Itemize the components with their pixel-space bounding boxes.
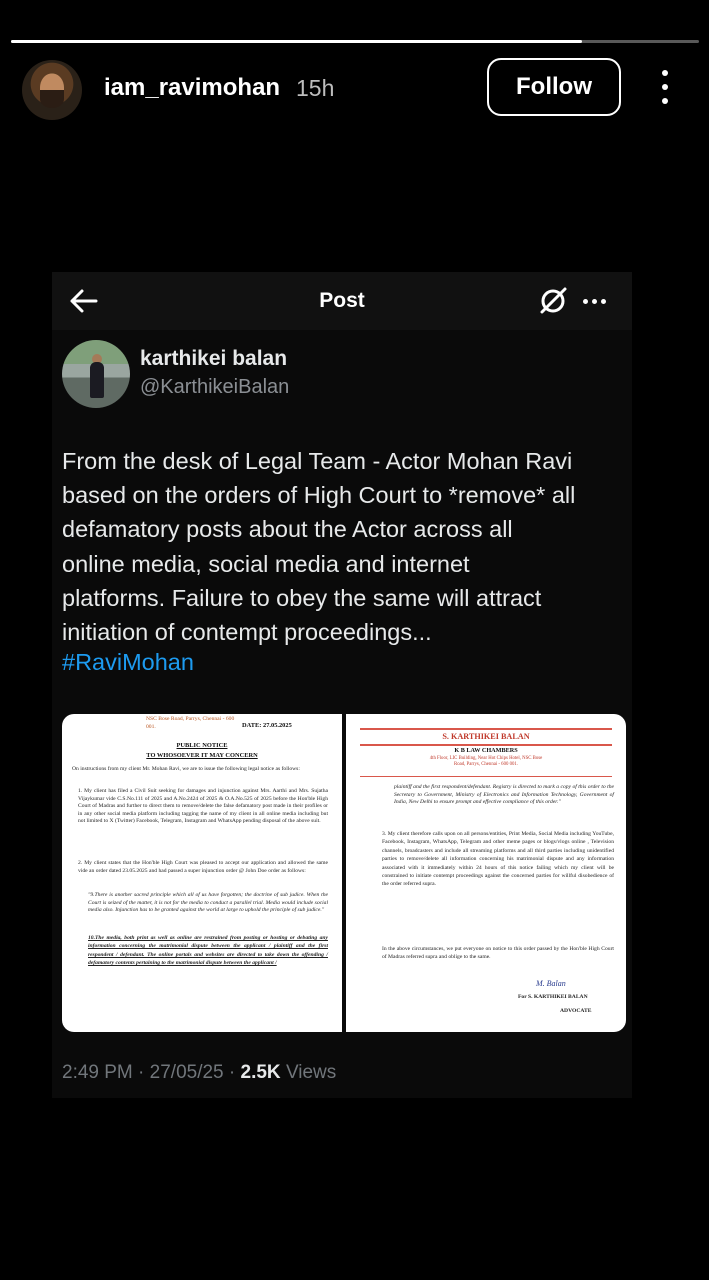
doc1-intro: On instructions from my client Mr. Mohan Ravi, we are to issue the following legal notice as follows:	[72, 766, 300, 772]
dot	[601, 299, 606, 304]
doc2-rule	[360, 776, 612, 777]
doc2-address: 4th Floor, LIC Building, Near Hot Chips Hotel, NSC Bose Road, Parrys, Chennai - 600 001.	[429, 756, 543, 767]
post-text-line: online media, social media and internet	[62, 550, 470, 577]
doc2-continuation: plaintiff and the first respondent/defendant. Registry is directed to mark a copy of this order to the Secretary to Government, Ministry of Electronics and Information Technology, Government of India, New Delhi to ensure prompt and effective compliance of this order."	[394, 784, 614, 806]
post-text-line: From the desk of Legal Team - Actor Mohan Ravi	[62, 448, 573, 474]
doc1-date: DATE: 27.05.2025	[242, 722, 292, 729]
follow-button[interactable]: Follow	[487, 58, 621, 116]
post-views-count: 2.5K	[240, 1062, 281, 1083]
story-time: 15h	[296, 75, 335, 101]
doc1-para2: 2. My client states that the Hon'ble High Court was pleased to accept our application and allowed the same vide an order dated 23.05.2025 and had passed a super injunction order @ John Doe order as follows:	[78, 860, 328, 874]
post-more-icon	[583, 299, 606, 304]
author-avatar	[62, 340, 130, 408]
post-title: Post	[319, 289, 365, 312]
post-text-line: based on the orders of High Court to *remove* all	[62, 482, 576, 509]
doc1-heading-public-notice: PUBLIC NOTICE	[176, 742, 228, 749]
doc2-rule	[360, 728, 612, 730]
post-text	[62, 444, 632, 649]
doc2-chambers: K B LAW CHAMBERS	[454, 747, 518, 754]
post-text-line: platforms. Failure to obey the same will attract	[62, 584, 542, 611]
doc2-firm: S. KARTHIKEI BALAN	[442, 732, 530, 741]
doc1-address: NSC Bose Road, Parrys, Chennai - 600 001.	[146, 716, 235, 730]
post-meta: 2:49 PM · 27/05/25 · 2.5K Views	[62, 1062, 337, 1083]
doc1-quote: "9.There is another sacred principle which all of us have forgotten; the doctrine of sub judice. When the Court is seized of the matter, it is not for the media to conduct a parallel trial. Media would include social media also. Injunction has to be granted against the world at large to uphold the principle of sub judice."	[88, 892, 328, 914]
doc2-signature: M. Balan	[536, 979, 566, 988]
grok-icon	[538, 286, 568, 316]
story-avatar[interactable]	[22, 60, 82, 120]
post-hashtag: #RaviMohan	[62, 649, 194, 675]
notice-page-2-image	[346, 714, 626, 1032]
dot	[583, 299, 588, 304]
story-progress-fill	[11, 40, 582, 43]
doc1-heading-whosoever: TO WHOSOEVER IT MAY CONCERN	[146, 752, 258, 759]
post-time: 2:49 PM	[62, 1062, 133, 1083]
post-text-line: defamatory posts about the Actor across all	[62, 516, 513, 543]
author-handle: @KarthikeiBalan	[140, 376, 290, 398]
notice-page-1-image	[62, 714, 342, 1032]
post-text-line: initiation of contempt proceedings...	[62, 619, 432, 646]
doc1-para1: 1. My client has filed a Civil Suit seeking for damages and injunction against Mrs. Aarthi and Mrs. Sujatha Vijaykumar vide C.S.No.111 of 2025 and A.No.2424 of 2025 & O.A.No.525 of 2025 before the Hon'ble High Court of Madras and further to direct them to remove/delete the false defamatory post made in their profiles or in any other social media platform including tagging the name of my client in all online media including but not limited to X (Twitter) Facebook, Telegram, Instagram and WhatsApp pending disposal of the above suit.	[78, 788, 328, 825]
avatar-body	[90, 362, 104, 398]
post-top-bar	[52, 272, 632, 330]
doc1-para10: 10.The media, both print as well as online are restrained from posting or hosting or debating any information concerning the matrimonial dispute between the applicant / plaintiff and the first respondent / defendant. The online portals and websites are directed to take down the offending / defamatory contents pertaining to the matrimonial dispute between the applicant /	[88, 935, 328, 967]
shared-post-card	[52, 272, 632, 1098]
avatar-beard	[40, 90, 64, 108]
story-header	[0, 58, 709, 120]
story-progress-bar	[11, 40, 699, 43]
author-name: karthikei balan	[140, 347, 288, 370]
doc2-closing: In the above circumstances, we put everyone on notice to this order passed by the Hon'ble High Court of Madras referred supra and oblige to the same.	[382, 946, 614, 960]
post-date: 27/05/25	[149, 1062, 224, 1083]
dot	[662, 98, 668, 104]
doc2-para3: 3. My client therefore calls upon on all persons/entities, Print Media, Social Media including YouTube, Facebook, Instagram, WhatsApp, Telegram and other meme pages or blogs/vlogs online , Television channels, broadcasters and include all streaming platforms and all third parties including unidentified parties to remove/delete all information concerning his matrimonial dispute and any information associated with it immediately within 24 hours of this notice failing which my client will be constrained to initiate contempt proceedings against the concerned parties for willful disobedience of the order referred supra.	[382, 831, 614, 888]
more-options-icon[interactable]	[654, 70, 676, 104]
doc2-for-line: For S. KARTHIKEI BALAN	[518, 994, 588, 1000]
story-username[interactable]: iam_ravimohan	[104, 74, 281, 101]
dot	[662, 70, 668, 76]
dot	[592, 299, 597, 304]
doc2-role: ADVOCATE	[560, 1008, 592, 1014]
doc2-rule	[360, 744, 612, 746]
dot	[662, 84, 668, 90]
post-views-label: Views	[285, 1062, 337, 1083]
